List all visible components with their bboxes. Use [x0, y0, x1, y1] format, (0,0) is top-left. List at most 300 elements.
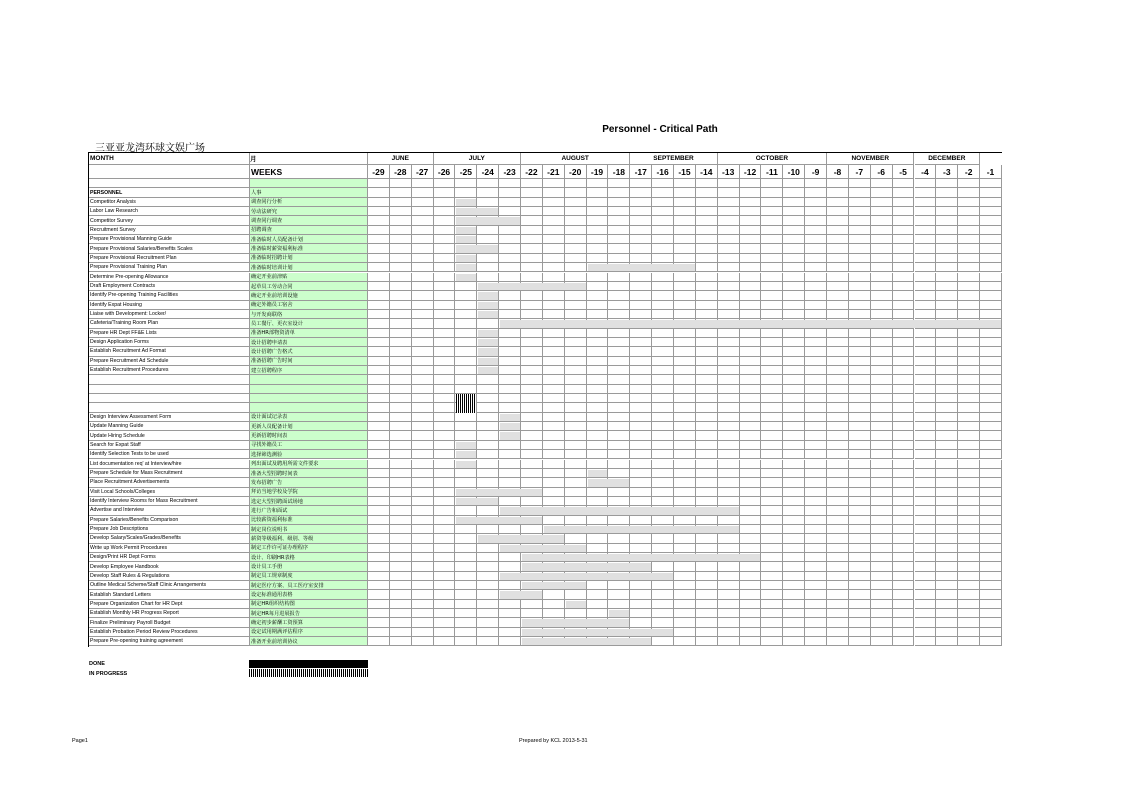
- week-cell: [543, 207, 565, 216]
- week-cell: [630, 460, 652, 469]
- week-cell: [871, 478, 893, 487]
- week-cell: [412, 385, 434, 394]
- week-cell: [893, 273, 915, 282]
- task-name: List documentation req' at Interview/hire: [89, 460, 250, 469]
- week-cell: [893, 431, 915, 440]
- week-cell: [718, 375, 740, 384]
- week-cell: [958, 572, 980, 581]
- week-cell: [412, 226, 434, 235]
- week-cell: [412, 544, 434, 553]
- week-cell: [455, 347, 477, 356]
- week-cell: [980, 600, 1002, 609]
- week-cell: [980, 310, 1002, 319]
- week-cell: [696, 291, 718, 300]
- week-cell: [783, 422, 805, 431]
- week-cell: [761, 301, 783, 310]
- week-cell: [783, 544, 805, 553]
- week-cell: [652, 460, 674, 469]
- task-name: Design Interview Assessment Form: [89, 413, 250, 422]
- week-cell: [652, 273, 674, 282]
- week-cell: [499, 338, 521, 347]
- week-cell: [587, 544, 609, 553]
- week-label: -18: [608, 165, 630, 179]
- week-cell: [652, 450, 674, 459]
- week-cell: [718, 244, 740, 253]
- task-name: Develop Salary/Scales/Grades/Benefits: [89, 534, 250, 543]
- week-cell: [980, 609, 1002, 618]
- task-bar: [456, 451, 476, 458]
- week-cell: [565, 385, 587, 394]
- week-cell: [958, 562, 980, 571]
- week-cell: [761, 273, 783, 282]
- task-bar: [609, 610, 629, 617]
- week-cell: [587, 329, 609, 338]
- week-cell: [587, 403, 609, 412]
- week-cell: [674, 375, 696, 384]
- week-cell: [980, 581, 1002, 590]
- task-bar: [456, 208, 498, 215]
- week-cell: [740, 301, 762, 310]
- task-name-cn: 建立招聘程序: [250, 366, 368, 375]
- week-cell: [805, 469, 827, 478]
- week-cell: [499, 394, 521, 403]
- week-cell: [980, 431, 1002, 440]
- week-label: -20: [565, 165, 587, 179]
- week-cell: [608, 385, 630, 394]
- week-cell: [696, 516, 718, 525]
- week-cell: [958, 329, 980, 338]
- task-name-cn: [250, 403, 368, 412]
- task-name-cn: 起草员工劳动合同: [250, 282, 368, 291]
- week-cell: [434, 244, 456, 253]
- week-cell: [412, 618, 434, 627]
- week-cell: [565, 273, 587, 282]
- week-label: -8: [827, 165, 849, 179]
- week-cell: [761, 329, 783, 338]
- task-name: Advertise and Interview: [89, 506, 250, 515]
- week-cell: [915, 403, 937, 412]
- week-cell: [980, 497, 1002, 506]
- week-cell: [674, 422, 696, 431]
- week-cell: [696, 488, 718, 497]
- week-cell: [368, 497, 390, 506]
- week-cell: [871, 469, 893, 478]
- week-cell: [652, 254, 674, 263]
- week-cell: [718, 357, 740, 366]
- week-cell: [893, 600, 915, 609]
- week-cell: [915, 637, 937, 646]
- week-cell: [390, 441, 412, 450]
- week-cell: [652, 244, 674, 253]
- week-cell: [718, 179, 740, 188]
- week-cell: [674, 609, 696, 618]
- task-bar: [500, 414, 520, 421]
- week-cell: [652, 385, 674, 394]
- week-cell: [412, 216, 434, 225]
- week-cell: [958, 525, 980, 534]
- week-cell: [521, 235, 543, 244]
- week-cell: [740, 244, 762, 253]
- week-cell: [412, 450, 434, 459]
- week-cell: [565, 329, 587, 338]
- week-cell: [630, 478, 652, 487]
- week-cell: [958, 357, 980, 366]
- week-cell: [390, 310, 412, 319]
- week-cell: [871, 329, 893, 338]
- week-cell: [477, 198, 499, 207]
- week-cell: [587, 516, 609, 525]
- week-cell: [652, 198, 674, 207]
- week-cell: [871, 525, 893, 534]
- week-cell: [477, 273, 499, 282]
- week-cell: [849, 590, 871, 599]
- week-cell: [674, 572, 696, 581]
- week-cell: [915, 216, 937, 225]
- week-cell: [368, 637, 390, 646]
- week-cell: [761, 618, 783, 627]
- week-cell: [630, 216, 652, 225]
- week-cell: [368, 544, 390, 553]
- week-cell: [477, 422, 499, 431]
- week-cell: [936, 431, 958, 440]
- week-cell: [477, 375, 499, 384]
- week-cell: [499, 188, 521, 197]
- week-cell: [893, 198, 915, 207]
- week-cell: [434, 525, 456, 534]
- week-cell: [915, 329, 937, 338]
- task-bar: [522, 582, 586, 589]
- task-name-cn: [250, 394, 368, 403]
- week-cell: [958, 198, 980, 207]
- week-cell: [608, 207, 630, 216]
- week-cell: [477, 628, 499, 637]
- week-cell: [718, 329, 740, 338]
- week-cell: [608, 216, 630, 225]
- week-cell: [718, 431, 740, 440]
- week-cell: [608, 403, 630, 412]
- task-name-cn: 设定试用期满评估程序: [250, 628, 368, 637]
- week-cell: [718, 441, 740, 450]
- week-cell: [455, 600, 477, 609]
- week-cell: [915, 450, 937, 459]
- week-cell: [652, 469, 674, 478]
- week-cell: [434, 198, 456, 207]
- week-cell: [871, 628, 893, 637]
- week-cell: [696, 572, 718, 581]
- week-cell: [783, 301, 805, 310]
- week-cell: [455, 357, 477, 366]
- week-cell: [740, 338, 762, 347]
- week-cell: [871, 310, 893, 319]
- week-cell: [893, 478, 915, 487]
- week-cell: [608, 600, 630, 609]
- task-name-cn: 准备招聘广告时间: [250, 357, 368, 366]
- week-cell: [630, 385, 652, 394]
- week-cell: [521, 244, 543, 253]
- week-cell: [674, 413, 696, 422]
- week-cell: [630, 329, 652, 338]
- week-cell: [980, 338, 1002, 347]
- week-cell: [652, 497, 674, 506]
- week-cell: [915, 506, 937, 515]
- week-cell: [499, 254, 521, 263]
- week-cell: [849, 637, 871, 646]
- week-cell: [849, 506, 871, 515]
- week-cell: [477, 460, 499, 469]
- week-cell: [761, 357, 783, 366]
- week-cell: [434, 207, 456, 216]
- week-cell: [412, 291, 434, 300]
- week-cell: [761, 263, 783, 272]
- week-cell: [980, 628, 1002, 637]
- week-cell: [893, 553, 915, 562]
- task-bar: [456, 461, 476, 468]
- week-cell: [543, 394, 565, 403]
- week-cell: [783, 581, 805, 590]
- week-cell: [521, 216, 543, 225]
- week-cell: [390, 525, 412, 534]
- week-cell: [565, 516, 587, 525]
- week-cell: [893, 628, 915, 637]
- week-cell: [630, 441, 652, 450]
- task-name: [89, 179, 250, 188]
- week-cell: [477, 562, 499, 571]
- week-cell: [543, 179, 565, 188]
- week-cell: [521, 226, 543, 235]
- week-cell: [696, 235, 718, 244]
- week-cell: [499, 385, 521, 394]
- week-cell: [740, 506, 762, 515]
- week-cell: [521, 450, 543, 459]
- week-cell: [805, 544, 827, 553]
- week-cell: [412, 375, 434, 384]
- week-cell: [980, 450, 1002, 459]
- week-cell: [652, 431, 674, 440]
- week-cell: [412, 366, 434, 375]
- week-cell: [936, 413, 958, 422]
- week-cell: [958, 207, 980, 216]
- week-cell: [674, 179, 696, 188]
- week-cell: [915, 628, 937, 637]
- week-cell: [805, 525, 827, 534]
- week-cell: [565, 301, 587, 310]
- week-cell: [652, 618, 674, 627]
- week-cell: [958, 497, 980, 506]
- week-cell: [368, 525, 390, 534]
- week-cell: [980, 254, 1002, 263]
- week-cell: [521, 347, 543, 356]
- week-cell: [871, 562, 893, 571]
- week-cell: [827, 394, 849, 403]
- week-cell: [543, 254, 565, 263]
- week-cell: [543, 329, 565, 338]
- week-cell: [434, 637, 456, 646]
- week-cell: [412, 273, 434, 282]
- week-cell: [936, 235, 958, 244]
- task-name-cn: 设计招聘广告格式: [250, 347, 368, 356]
- week-cell: [455, 469, 477, 478]
- task-bar: [478, 330, 498, 337]
- week-cell: [587, 198, 609, 207]
- week-cell: [434, 478, 456, 487]
- week-cell: [718, 534, 740, 543]
- week-label: -3: [936, 165, 958, 179]
- week-cell: [477, 441, 499, 450]
- week-cell: [434, 226, 456, 235]
- week-cell: [893, 581, 915, 590]
- week-cell: [871, 385, 893, 394]
- week-cell: [849, 572, 871, 581]
- week-cell: [412, 553, 434, 562]
- week-cell: [871, 375, 893, 384]
- week-cell: [674, 226, 696, 235]
- week-cell: [980, 329, 1002, 338]
- week-cell: [434, 553, 456, 562]
- weeks-header-label: WEEKS: [250, 165, 368, 179]
- week-cell: [477, 254, 499, 263]
- week-cell: [849, 263, 871, 272]
- month-june: JUNE: [368, 153, 434, 165]
- week-cell: [915, 497, 937, 506]
- task-bar: [456, 236, 476, 243]
- week-cell: [827, 469, 849, 478]
- week-cell: [871, 357, 893, 366]
- week-cell: [565, 375, 587, 384]
- week-cell: [980, 385, 1002, 394]
- week-cell: [718, 216, 740, 225]
- week-cell: [980, 618, 1002, 627]
- task-bar: [544, 526, 739, 533]
- week-cell: [521, 357, 543, 366]
- task-name-cn: 更新招聘时间表: [250, 431, 368, 440]
- week-cell: [696, 394, 718, 403]
- week-cell: [521, 375, 543, 384]
- legend-done-swatch: [249, 660, 368, 668]
- in-progress-bar: [456, 394, 476, 403]
- week-cell: [871, 488, 893, 497]
- week-cell: [783, 572, 805, 581]
- week-cell: [871, 403, 893, 412]
- week-cell: [871, 282, 893, 291]
- week-cell: [783, 179, 805, 188]
- week-cell: [740, 441, 762, 450]
- week-cell: [915, 273, 937, 282]
- week-cell: [893, 469, 915, 478]
- week-cell: [608, 394, 630, 403]
- task-name: Update Manning Guide: [89, 422, 250, 431]
- week-cell: [630, 366, 652, 375]
- week-cell: [652, 516, 674, 525]
- week-cell: [718, 469, 740, 478]
- week-cell: [543, 478, 565, 487]
- week-cell: [936, 450, 958, 459]
- task-name: Place Recruitment Advertisements: [89, 478, 250, 487]
- week-cell: [696, 347, 718, 356]
- week-cell: [412, 207, 434, 216]
- week-cell: [958, 385, 980, 394]
- week-cell: [827, 450, 849, 459]
- week-cell: [761, 450, 783, 459]
- week-cell: [893, 562, 915, 571]
- week-cell: [630, 254, 652, 263]
- week-cell: [587, 600, 609, 609]
- task-bar: [500, 573, 673, 580]
- week-cell: [849, 329, 871, 338]
- week-cell: [499, 235, 521, 244]
- week-cell: [455, 366, 477, 375]
- week-cell: [608, 534, 630, 543]
- week-cell: [980, 394, 1002, 403]
- week-cell: [696, 301, 718, 310]
- week-cell: [936, 216, 958, 225]
- week-cell: [543, 338, 565, 347]
- week-cell: [783, 431, 805, 440]
- week-cell: [543, 357, 565, 366]
- week-cell: [871, 441, 893, 450]
- week-cell: [434, 329, 456, 338]
- week-cell: [652, 188, 674, 197]
- week-cell: [849, 534, 871, 543]
- task-name: Liaise with Development: Locker/: [89, 310, 250, 319]
- week-cell: [827, 310, 849, 319]
- month-november: NOVEMBER: [827, 153, 914, 165]
- week-cell: [608, 488, 630, 497]
- week-cell: [958, 282, 980, 291]
- week-cell: [477, 618, 499, 627]
- week-cell: [696, 469, 718, 478]
- week-cell: [412, 244, 434, 253]
- week-cell: [565, 413, 587, 422]
- task-name: Visit Local Schools/Colleges: [89, 488, 250, 497]
- week-cell: [390, 385, 412, 394]
- week-cell: [805, 375, 827, 384]
- week-cell: [761, 637, 783, 646]
- week-cell: [477, 478, 499, 487]
- task-bar: [456, 255, 476, 262]
- week-cell: [696, 207, 718, 216]
- week-cell: [827, 282, 849, 291]
- month-october: OCTOBER: [718, 153, 827, 165]
- week-cell: [849, 179, 871, 188]
- week-cell: [915, 375, 937, 384]
- week-cell: [849, 422, 871, 431]
- week-cell: [412, 516, 434, 525]
- week-cell: [936, 441, 958, 450]
- week-cell: [893, 235, 915, 244]
- week-cell: [390, 207, 412, 216]
- week-label: -19: [587, 165, 609, 179]
- week-cell: [368, 516, 390, 525]
- week-label: -25: [455, 165, 477, 179]
- week-cell: [412, 394, 434, 403]
- week-label: -28: [390, 165, 412, 179]
- week-cell: [936, 263, 958, 272]
- week-cell: [915, 282, 937, 291]
- task-bar: [456, 442, 476, 449]
- week-cell: [652, 609, 674, 618]
- week-cell: [827, 254, 849, 263]
- week-label: -27: [412, 165, 434, 179]
- week-cell: [827, 497, 849, 506]
- week-cell: [521, 403, 543, 412]
- task-name-cn: 选择筛选测验: [250, 450, 368, 459]
- week-cell: [434, 319, 456, 328]
- week-cell: [936, 188, 958, 197]
- week-cell: [849, 609, 871, 618]
- week-cell: [958, 254, 980, 263]
- week-cell: [674, 282, 696, 291]
- week-cell: [783, 385, 805, 394]
